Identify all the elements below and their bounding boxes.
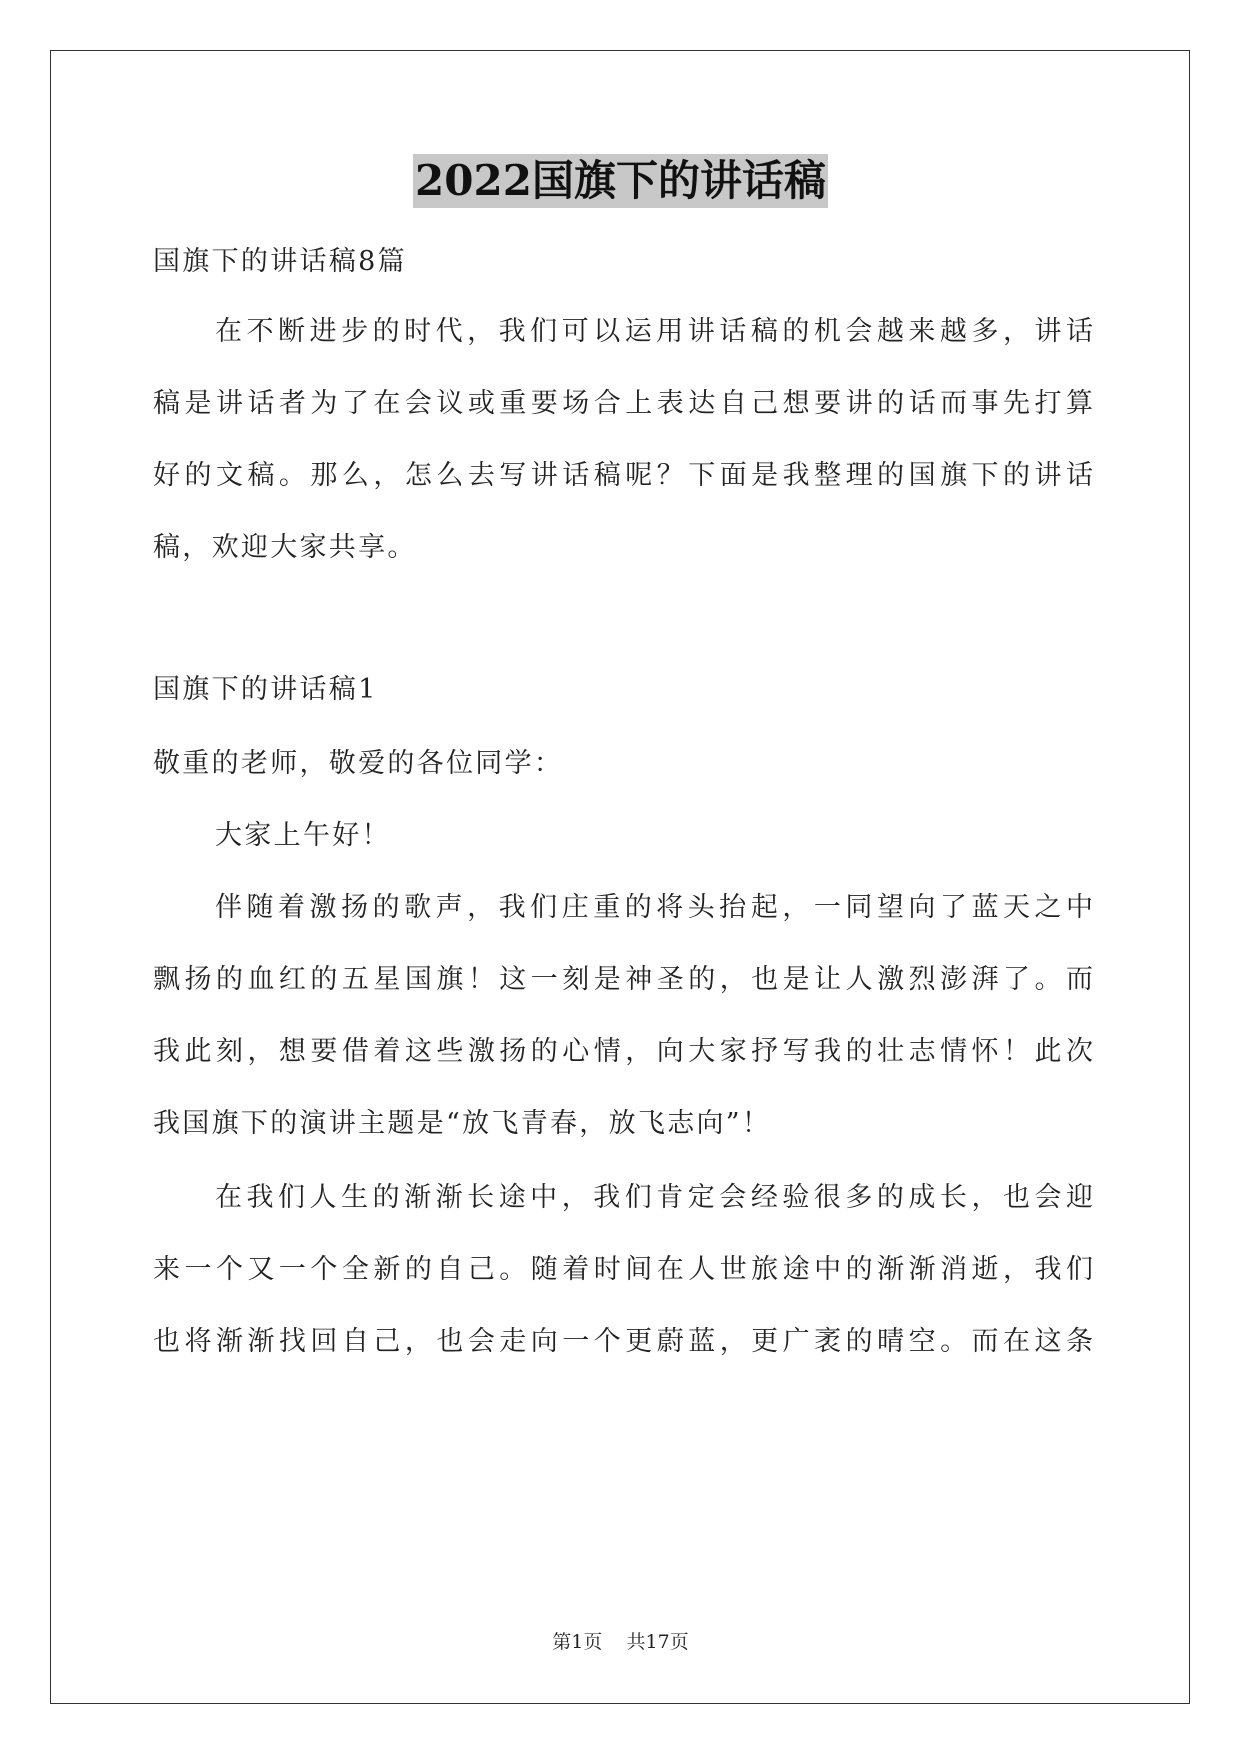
salutation-line: 敬重的老师，敬爱的各位同学： bbox=[153, 748, 564, 779]
page-number: 第1页 bbox=[552, 1631, 603, 1653]
title-container bbox=[0, 154, 1241, 208]
paragraph-line: 伴随着激扬的歌声，我们庄重的将头抬起，一同望向了蓝天之中 bbox=[215, 892, 1093, 923]
paragraph-line: 我国旗下的演讲主题是“放飞青春，放飞志向”！ bbox=[153, 1108, 772, 1139]
subtitle-line: 国旗下的讲话稿8篇 bbox=[153, 246, 407, 277]
paragraph-line: 在不断进步的时代，我们可以运用讲话稿的机会越来越多，讲话 bbox=[215, 316, 1093, 347]
greeting-line: 大家上午好！ bbox=[215, 820, 391, 851]
paragraph-line: 在我们人生的渐渐长途中，我们肯定会经验很多的成长，也会迎 bbox=[215, 1182, 1093, 1213]
paragraph-line: 来一个又一个全新的自己。随着时间在人世旅途中的渐渐消逝，我们 bbox=[153, 1254, 1093, 1285]
section-heading: 国旗下的讲话稿1 bbox=[153, 674, 378, 705]
paragraph-line: 也将渐渐找回自己，也会走向一个更蔚蓝，更广袤的晴空。而在这条 bbox=[153, 1326, 1093, 1357]
paragraph-line: 好的文稿。那么，怎么去写讲话稿呢？下面是我整理的国旗下的讲话 bbox=[153, 460, 1093, 491]
paragraph-line: 稿是讲话者为了在会议或重要场合上表达自己想要讲的话而事先打算 bbox=[153, 388, 1093, 419]
page-footer bbox=[0, 1630, 1241, 1654]
paragraph-line: 飘扬的血红的五星国旗！这一刻是神圣的，也是让人激烈澎湃了。而 bbox=[153, 964, 1093, 995]
page-border bbox=[50, 50, 1190, 1704]
page-total: 共17页 bbox=[626, 1631, 689, 1653]
paragraph-line: 稿，欢迎大家共享。 bbox=[153, 532, 417, 563]
document-title: 2022国旗下的讲话稿 bbox=[413, 154, 828, 208]
paragraph-line: 我此刻，想要借着这些激扬的心情，向大家抒写我的壮志情怀！此次 bbox=[153, 1036, 1093, 1067]
